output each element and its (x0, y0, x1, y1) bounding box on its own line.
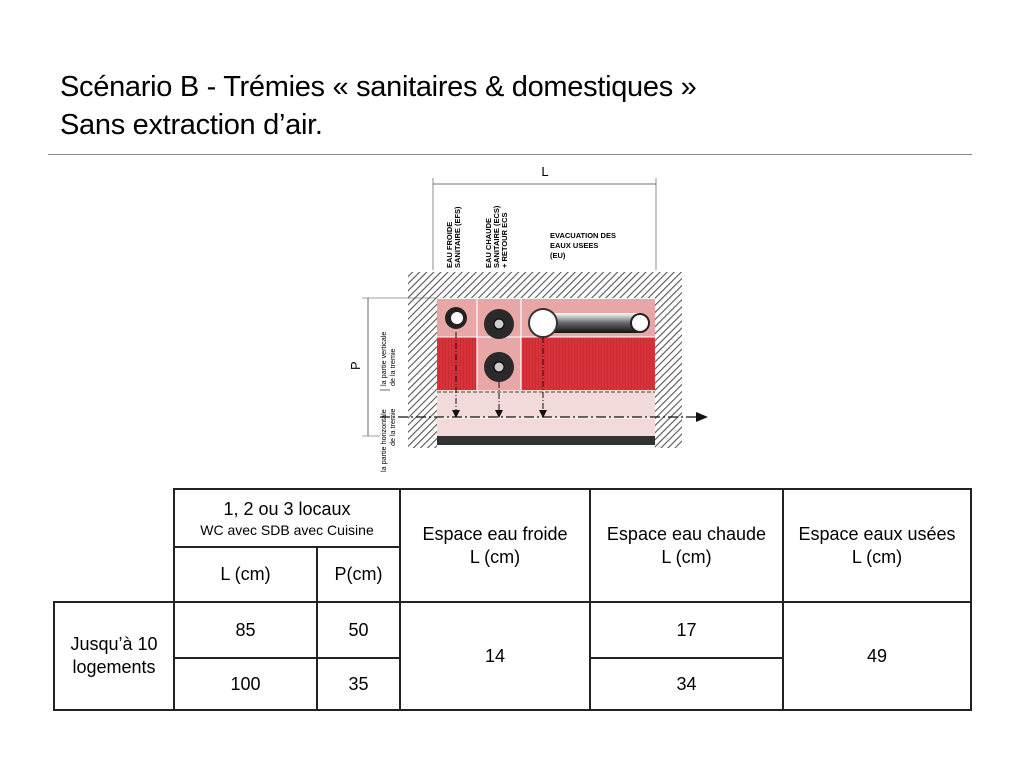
depth-label: P (348, 361, 363, 370)
header-hot-water-unit: L (cm) (661, 546, 712, 567)
col1-label-a: EAU FROIDE (445, 221, 454, 268)
title-divider (48, 154, 972, 155)
col3-label-c: (EU) (550, 251, 566, 260)
header-hot-water-title: Espace eau chaude (606, 523, 767, 544)
header-waste-water-title: Espace eaux usées (798, 523, 956, 544)
dimensions-table (53, 488, 972, 711)
waste-pipe (529, 309, 557, 337)
slide-title (60, 68, 696, 144)
header-cold-water-unit: L (cm) (469, 546, 521, 567)
cell-hot-2: 34 (590, 658, 783, 710)
header-waste-water (783, 489, 971, 602)
title-line-1: Scénario B - Trémies « sanitaires & domestiques » (60, 71, 697, 103)
cell-r2-l: 100 (174, 658, 317, 710)
shaft-diagram-svg (340, 160, 720, 480)
group-header-sub: WC avec SDB avec Cuisine (200, 521, 374, 538)
group-header (174, 489, 400, 547)
cell-cold: 14 (400, 602, 590, 710)
row-label-line-1: Jusqu’à 10 (70, 634, 158, 654)
col2-label-b: SANITAIRE (ECS) (492, 205, 501, 268)
header-p: P(cm) (317, 547, 400, 602)
row-label-line-2: logements (72, 657, 156, 677)
title-line-2: Sans extraction d’air. (60, 109, 323, 141)
cell-waste: 49 (783, 602, 971, 710)
col3-label-a: EVACUATION DES (550, 231, 616, 240)
cell-r2-p: 35 (317, 658, 400, 710)
shaft-floor (437, 436, 655, 445)
cell-r1-p: 50 (317, 602, 400, 658)
col1-label-b: SANITAIRE (EFS) (453, 206, 462, 268)
header-hot-water (590, 489, 783, 602)
col2-label-a: EAU CHAUDE (484, 217, 493, 268)
header-cold-water-title: Espace eau froide (422, 523, 568, 544)
col3-label-b: EAUX USEES (550, 241, 599, 250)
pipe-zone-red (437, 337, 655, 390)
horizontal-part-label-a: la partie horizontale (379, 409, 388, 472)
group-header-main: 1, 2 ou 3 locaux (223, 498, 351, 519)
cell-hot-1: 17 (590, 602, 783, 658)
col2-label-c: + RETOUR ECS (500, 212, 509, 268)
shaft-diagram (340, 160, 720, 480)
vertical-part-label-a: la partie verticale (379, 331, 388, 386)
horizontal-zone (437, 390, 655, 436)
width-label: L (541, 164, 549, 179)
row-label (54, 602, 174, 710)
header-cold-water (400, 489, 590, 602)
header-waste-water-unit: L (cm) (851, 546, 903, 567)
header-l: L (cm) (174, 547, 317, 602)
vertical-part-label-b: de la tremie (388, 348, 397, 386)
horizontal-part-label-b: de la tremie (388, 408, 397, 446)
cell-r1-l: 85 (174, 602, 317, 658)
